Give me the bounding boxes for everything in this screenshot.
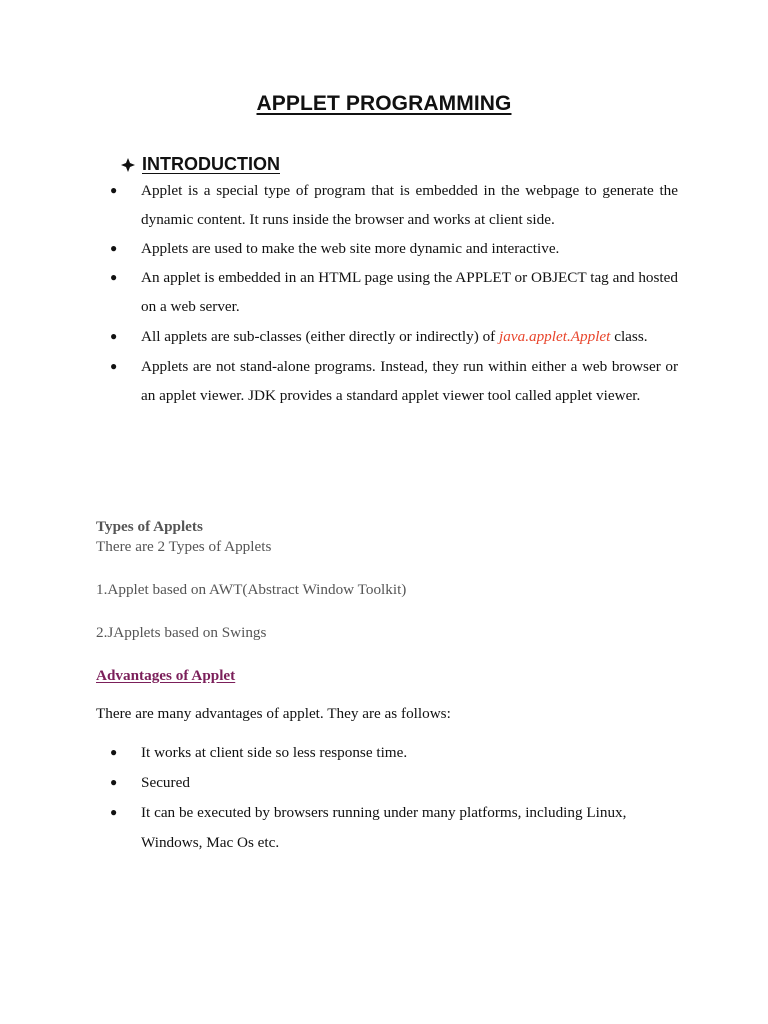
introduction-list bbox=[108, 176, 678, 410]
intro-item-2: Applets are used to make the web site more dynamic and interactive. bbox=[141, 240, 560, 257]
bullet-icon: ● bbox=[110, 805, 118, 819]
list-item bbox=[108, 263, 678, 321]
intro-item-5: Applets are not stand-alone programs. Instead, they run within either a web browser or an applet viewer. JDK provides a standard applet viewer tool called applet viewer. bbox=[141, 358, 678, 404]
list-item bbox=[108, 176, 678, 234]
bullet-icon: ● bbox=[110, 241, 118, 255]
introduction-label: INTRODUCTION bbox=[142, 154, 280, 174]
advantage-item-2: Secured bbox=[141, 774, 190, 791]
advantages-intro: There are many advantages of applet. They are as follows: bbox=[96, 705, 451, 722]
list-item bbox=[108, 322, 678, 351]
type-item-1: 1.Applet based on AWT(Abstract Window Toolkit) bbox=[96, 581, 407, 598]
bullet-icon: ● bbox=[110, 183, 118, 197]
bullet-icon: ● bbox=[110, 329, 118, 343]
list-item bbox=[108, 738, 678, 768]
list-item bbox=[108, 234, 678, 263]
intro-item-4-after: class. bbox=[610, 328, 648, 345]
type-item-2: 2.JApplets based on Swings bbox=[96, 624, 267, 641]
advantage-item-1: It works at client side so less response time. bbox=[141, 744, 408, 761]
java-applet-class-name: java.applet.Applet bbox=[499, 328, 611, 345]
types-heading: Types of Applets bbox=[96, 518, 203, 535]
bullet-icon: ● bbox=[110, 745, 118, 759]
bullet-icon: ● bbox=[110, 270, 118, 284]
intro-item-4-before: All applets are sub-classes (either directly or indirectly) of bbox=[141, 328, 500, 345]
intro-item-3: An applet is embedded in an HTML page using the APPLET or OBJECT tag and hosted on a web server. bbox=[141, 269, 678, 315]
section-heading-introduction bbox=[120, 154, 280, 175]
diamond-bullet-icon bbox=[120, 157, 136, 173]
intro-item-1: Applet is a special type of program that is embedded in the webpage to generate the dynamic content. It runs inside the browser and works at client side. bbox=[141, 182, 678, 228]
bullet-icon: ● bbox=[110, 359, 118, 373]
bullet-icon: ● bbox=[110, 775, 118, 789]
list-item bbox=[108, 768, 678, 798]
types-subtitle: There are 2 Types of Applets bbox=[96, 538, 272, 555]
advantages-heading: Advantages of Applet bbox=[96, 667, 236, 684]
advantage-item-3: It can be executed by browsers running under many platforms, including Linux, Windows, Mac Os etc. bbox=[141, 804, 627, 851]
advantages-list bbox=[108, 738, 678, 858]
list-item bbox=[108, 352, 678, 410]
page-title: APPLET PROGRAMMING bbox=[256, 92, 512, 115]
list-item bbox=[108, 798, 678, 858]
